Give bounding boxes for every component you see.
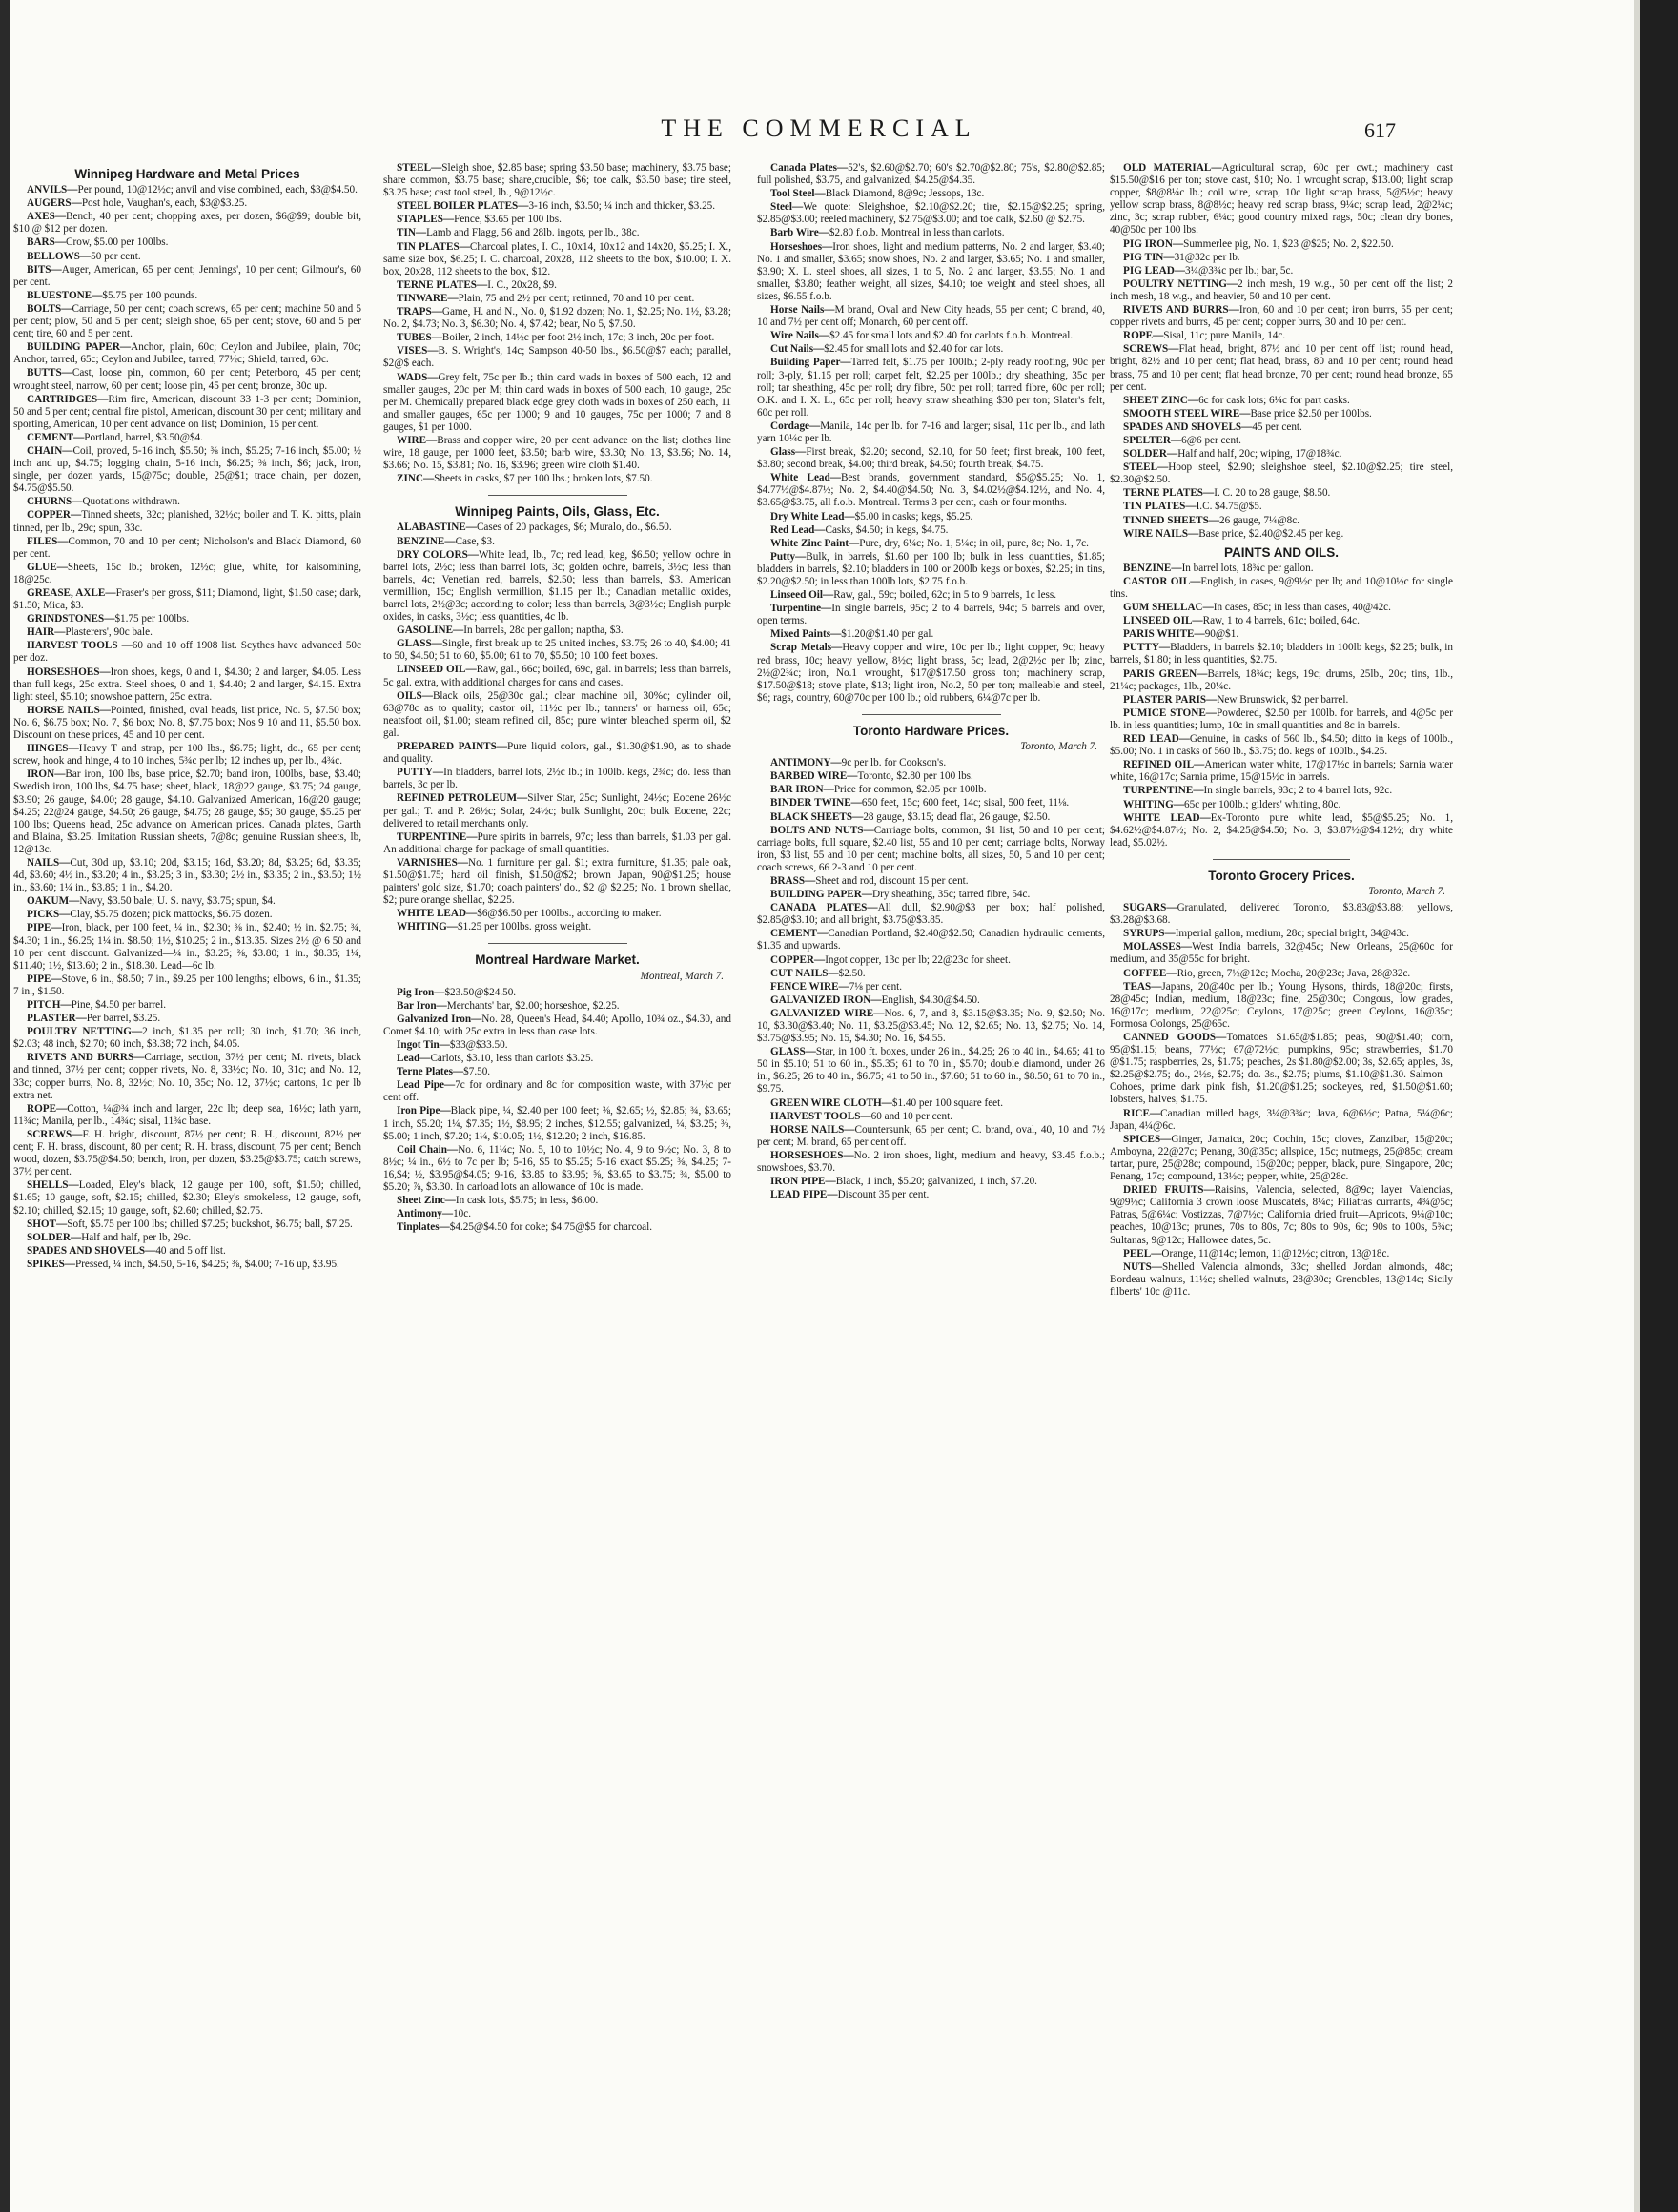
- price-entry: SOLDER—Half and half, per lb, 29c.: [27, 1231, 192, 1243]
- price-entry: BOLTS AND NUTS—Carriage bolts, common, $1 list, 50 and 10 per cent; carriage bolts, full square, $2.40 list, 55 and 10 per cent; carriage bolts, Norway iron, $3 list, 55 and 10 per cent; machine bolts, all sizes, 50, 5 and 10 per cent; coach screws, 66 2-3 and 10 per cent.: [757, 824, 1105, 873]
- section-title-montreal-hardware: Montreal Hardware Market.: [475, 952, 640, 968]
- section-montreal-hardware-continued: [757, 162, 1105, 705]
- price-entry: PIPE—Iron, black, per 100 feet, ¼ in., $2.30; ⅜ in., $2.40; ½ in. $2.75; ¾, $4.30; 1 in., $6.25; 1¼ in. $8.50; 1½, $10.25; 2 in., $13.35. Sizes 2½ @ 6 50 and 10 per cent discount. Galvanized—¼ in., $3.25; ⅜, $3.80; 1 in., $8.35; 1¼, $11.40; 1½, $13.60; 2 in., $18.30. Lead—6c lb.: [13, 922, 361, 972]
- price-entry: BARS—Crow, $5.00 per 100lbs.: [27, 236, 169, 249]
- price-entry: PUTTY—Bladders, in barrels $2.10; bladders in 100lb kegs, $2.25; bulk, in barrels, $1.80; in less quantities, $2.75.: [1110, 642, 1453, 666]
- price-entry: PICKS—Clay, $5.75 dozen; pick mattocks, $6.75 dozen.: [27, 909, 273, 921]
- price-entry: Dry White Lead—$5.00 in casks; kegs, $5.25.: [770, 510, 973, 522]
- price-entry: SPADES AND SHOVELS—40 and 5 off list.: [27, 1244, 226, 1257]
- price-entry: FILES—Common, 70 and 10 per cent; Nicholson's and Black Diamond, 60 per cent.: [13, 535, 361, 560]
- price-entry: RED LEAD—Genuine, in casks of 560 lb., $4.50; ditto in kegs of 100lb., $5.00; No. 1 in casks of 560 lb., $3.75; do. kegs of 100lb., $4.25.: [1110, 733, 1453, 758]
- price-entry: SYRUPS—Imperial gallon, medium, 28c; special bright, 34@43c.: [1123, 928, 1409, 940]
- price-entry: STEEL—Sleigh shoe, $2.85 base; spring $3.50 base; machinery, $3.75 base; share common, $3.75 base; share,crucible, $6; toe calk, $3.50 base; tire steel, $3.25 base; cast tool steel, lb., 9@12½c.: [383, 162, 731, 199]
- price-entry: ZINC—Sheets in casks, $7 per 100 lbs.; broken lots, $7.50.: [397, 473, 653, 485]
- price-entry: STAPLES—Fence, $3.65 per 100 lbs.: [397, 214, 562, 226]
- price-entry: VARNISHES—No. 1 furniture per gal. $1; extra furniture, $1.35; pale oak, $1.50@$1.75; hard oil finish, $1.50@$2; brown Japan, 90@$1.25; house painters' gold size, $1.70; coach painters' do., $2 @ $2.25; No. 1 brown shellac, $2; pure orange shellac, $2.25.: [383, 856, 731, 907]
- column-4: [1110, 162, 1453, 2193]
- price-entry: REFINED OIL—American water white, 17@17½c in barrels; Sarnia water white, 16@17c; Sarnia prime, 15@15½c in barrels.: [1110, 759, 1453, 784]
- price-entry: REFINED PETROLEUM—Silver Star, 25c; Sunlight, 24½c; Eocene 26½c per gal.; T. and P. 26½c; Solar, 24½c; bulk Sunlight, 20c; bulk Eocene, 22c; delivered to retail merchants only.: [383, 792, 731, 830]
- price-entry: GALVANIZED WIRE—Nos. 6, 7, and 8, $3.15@$3.35; No. 9, $2.50; No. 10, $3.30@$3.40; No. 11, $3.25@$3.45; No. 12, $2.65; No. 13, $2.75; No. 14, $3.75@$3.95; No. 15, $4.30; No. 16, $4.55.: [757, 1007, 1105, 1045]
- price-entry: PARIS GREEN—Barrels, 18¾c; kegs, 19c; drums, 25lb., 20c; tins, 1lb., 21¼c; packages, 1lb., 20¼c.: [1110, 667, 1453, 692]
- price-entry: White Zinc Paint—Pure, dry, 6¼c; No. 1, 5¼c; in oil, pure, 8c; No. 1, 7c.: [770, 537, 1089, 549]
- price-entry: SCREWS—Flat head, bright, 87½ and 10 per cent off list; round head, bright, 82½ and 10 per cent; flat head, brass, 80 and 10 per cent; round head brass, 75 and 10 per cent; flat head bronze, 70 per cent; round head bronze, 65 per cent.: [1110, 343, 1453, 393]
- price-entry: ROPE—Cotton, ¼@¾ inch and larger, 22c lb; deep sea, 16½c; lath yarn, 11¾c; Manila, per lb., 14¾c; sisal, 11¾c base.: [13, 1102, 361, 1127]
- price-entry: LINSEED OIL—Raw, gal., 66c; boiled, 69c, gal. in barrels; less than barrels, 5c gal. extra, with additional charges for cans and cases.: [383, 664, 731, 688]
- price-entry: WADS—Grey felt, 75c per lb.; thin card wads in boxes of 500 each, 12 and smaller gauges, 20c per M; thin card wads in boxes of 500 each, 10 gauge, 25c per M. Chemically prepared black edge grey cloth wads in boxes of 250 each, 11 and smaller gauges, 65c per 1000; 9 and 10 gauges, 75c per 1000; 7 and 8 gauges, $1 per 1000.: [383, 371, 731, 433]
- section-divider: [1213, 859, 1350, 860]
- price-entry: Bar Iron—Merchants' bar, $2.00; horseshoe, $2.25.: [397, 999, 620, 1012]
- price-entry: PITCH—Pine, $4.50 per barrel.: [27, 999, 167, 1011]
- price-entry: Canada Plates—52's, $2.60@$2.70; 60's $2.70@$2.80; 75's, $2.80@$2.85; full polished, $3.75, and galvanized, $4.25@$4.35.: [757, 162, 1105, 187]
- newspaper-page: [13, 95, 1625, 2193]
- price-entry: ALABASTINE—Cases of 20 packages, $6; Muralo, do., $6.50.: [397, 522, 672, 534]
- price-entry: CANNED GOODS—Tomatoes $1.65@$1.85; peas, 90@$1.40; corn, 95@$1.15; beans, 77½c; 67@72½c; pumpkins, 95c; strawberries, $1.70 @$1.75; raspberries, 2s, $1.75; peaches, 2s $1.80@$2.00; 3s, $2.65; apples, 3s, $2.25@$2.75; do., 2½s, $2.75; do. 3s., $2.75; plums, $1.10@$1.30. Salmon—Cohoes, prime dark pink fish, $1.20@$1.25; sockeyes, red, $1.50@$1.60; lobsters, halves, $1.75.: [1110, 1032, 1453, 1106]
- price-entry: CEMENT—Canadian Portland, $2.40@$2.50; Canadian hydraulic cements, $1.35 and upwards.: [757, 928, 1105, 952]
- publication-title: THE COMMERCIAL: [661, 114, 977, 142]
- price-entry: Cut Nails—$2.45 for small lots and $2.40 for car lots.: [770, 343, 1004, 356]
- price-entry: WHITING—65c per 100lb.; gilders' whiting, 80c.: [1123, 798, 1341, 810]
- price-entry: IRON PIPE—Black, 1 inch, $5.20; galvanized, 1 inch, $7.20.: [770, 1176, 1037, 1188]
- section-toronto-hardware-continued: [1110, 162, 1453, 541]
- price-entry: FENCE WIRE—7⅛ per cent.: [770, 980, 903, 993]
- price-entry: Iron Pipe—Black pipe, ¼, $2.40 per 100 feet; ⅜, $2.65; ½, $2.85; ¾, $3.65; 1 inch, $5.20; 1¼, $7.35; 1½, $8.95; 2 inches, $12.55; galvanized, ¼, $3.25; ⅜, $5.00; 1 inch, $7.20; 1¼, $10.05; 1½, $12.20; 2 inch, $16.85.: [383, 1105, 731, 1142]
- price-entry: Glass—First break, $2.20; second, $2.10, for 50 feet; first break, 100 feet, $3.80; second break, $4.00; third break, $4.50; fourth break, $4.75.: [757, 446, 1105, 471]
- price-entry: OLD MATERIAL—Agricultural scrap, 60c per cwt.; machinery cast $15.50@$16 per ton; stove cast, $10; No. 1 wrought scrap, $13.00; light scrap copper, $8@8¼c lb.; coil wire, scrap, 10c light scrap brass, 5@5½c; heavy yellow scrap brass, 8@8½c; heavy red scrap brass, 9¼c; scrap lead, 2@2¼c; zinc, 3c; scrap rubber, 6¼c; good country mixed rags, 50c; clean dry bones, 40@50c per 100 lbs.: [1110, 162, 1453, 236]
- price-entry: STEEL BOILER PLATES—3-16 inch, $3.50; ¼ inch and thicker, $3.25.: [397, 200, 716, 213]
- price-entry: Lead—Carlots, $3.10, less than carlots $3.25.: [397, 1053, 594, 1065]
- price-entry: Linseed Oil—Raw, gal., 59c; boiled, 62c; in 5 to 9 barrels, 1c less.: [770, 589, 1057, 602]
- section-title-winnipeg-paints: Winnipeg Paints, Oils, Glass, Etc.: [455, 504, 660, 520]
- section-divider: [488, 495, 627, 496]
- price-entry: SOLDER—Half and half, 20c; wiping, 17@18¾c.: [1123, 448, 1342, 461]
- price-entry: HARVEST TOOLS —60 and 10 off 1908 list. Scythes have advanced 50c per doz.: [13, 640, 361, 665]
- price-entry: CHAIN—Coil, proved, 5-16 inch, $5.50; ⅜ inch, $5.25; 7-16 inch, $5.00; ½ inch and up, $4.75; logging chain, 5-16 inch, $6.25; ⅜ inch, $6; jack, iron, single, per dozen yards, 15@75c; double, 25@$1; trace chain, per dozen, $4.75@$5.50.: [13, 444, 361, 495]
- price-entry: Sheet Zinc—In cask lots, $5.75; in less, $6.00.: [397, 1195, 599, 1207]
- price-entry: Tool Steel—Black Diamond, 8@9c; Jessops, 13c.: [770, 188, 985, 200]
- price-entry: HINGES—Heavy T and strap, per 100 lbs., $6.75; light, do., 65 per cent; screw, hook and hinge, 4 to 10 inches, 5¾c per lb; 12 inches up, per lb., 4¾c.: [13, 743, 361, 768]
- price-entry: NAILS—Cut, 30d up, $3.10; 20d, $3.15; 16d, $3.20; 8d, $3.25; 6d, $3.35; 4d, $3.60; 4½ in., $3.20; 4 in., $3.25; 3 in., $3.30; 2½ in., $3.35; 2 in., $3.50; 1½ in., $3.60; 1¼ in., $3.85; 1 in., $4.20.: [13, 856, 361, 894]
- price-entry: GREASE, AXLE—Fraser's per gross, $11; Diamond, light, $1.50 case; dark, $1.50; Mica, $3.: [13, 587, 361, 612]
- price-entry: BRASS—Sheet and rod, discount 15 per cent.: [770, 874, 969, 887]
- price-entry: BAR IRON—Price for common, $2.05 per 100lb.: [770, 784, 987, 796]
- price-entry: BINDER TWINE—650 feet, 15c; 600 feet, 14c; sisal, 500 feet, 11⅛.: [770, 797, 1070, 809]
- price-entry: PUMICE STONE—Powdered, $2.50 per 100lb. for barrels, and 4@5c per lb. in less quantities; lump, 10c in small quantities and 8c in barrels.: [1110, 707, 1453, 731]
- price-entry: OILS—Black oils, 25@30c gal.; clear machine oil, 30%c; cylinder oil, 63@78c as to quality; castor oil, 11½c per lb.; tanners' or harness oil, 65c; neatsfoot oil, $1.00; steam refined oil, 85c; pure winter bleached sperm oil, $2 gal.: [383, 689, 731, 739]
- price-entry: BENZINE—Case, $3.: [397, 535, 495, 547]
- price-entry: BUILDING PAPER—Anchor, plain, 60c; Ceylon and Jubilee, plain, 70c; Anchor, tarred, 65c; Ceylon and Jubilee, tarred, 77½c; Shield, tarred, 60c.: [13, 341, 361, 366]
- price-entry: CARTRIDGES—Rim fire, American, discount 33 1-3 per cent; Dominion, 50 and 5 per cent; central fire pistol, American, discount 30 per cent; military and sporting, American, 10 per cent advance on list; Dominion, 15 per cent.: [13, 393, 361, 430]
- price-entry: TINWARE—Plain, 75 and 2½ per cent; retinned, 70 and 10 per cent.: [397, 292, 695, 304]
- price-entry: Steel—We quote: Sleighshoe, $2.10@$2.20; tire, $2.15@$2.25; spring, $2.85@$3.00; reeled machinery, $2.75@$3.00; and toe calk, $2.60 @ $2.75.: [757, 201, 1105, 226]
- price-entry: CUT NAILS—$2.50.: [770, 967, 866, 979]
- price-entry: Scrap Metals—Heavy copper and wire, 10c per lb.; light copper, 9c; heavy red brass, 10c; heavy yellow, 8½c; light brass, 5c; lead, 2@2½c per lb; zinc, 2½@2¾c; iron, No.1 wrought, $17@$17.50 gross ton; machinery scrap, $17.50@$18; stove plate, $13; light iron, No.2, 50 per ton; malleable and steel, $6; rags, country, 60@70c per 100 lb.; old rubbers, 6¼@7c per lb.: [757, 642, 1105, 704]
- price-entry: POULTRY NETTING—2 inch mesh, 19 w.g., 50 per cent off the list; 2 inch mesh, 18 w.g., and heavier, 50 and 10 per cent.: [1110, 277, 1453, 302]
- price-entry: Tinplates—$4.25@$4.50 for coke; $4.75@$5 for charcoal.: [397, 1221, 653, 1234]
- price-entry: Turpentine—In single barrels, 95c; 2 to 4 barrels, 94c; 5 barrels and over, open terms.: [757, 603, 1105, 627]
- price-entry: Lead Pipe—7c for ordinary and 8c for composition waste, with 37½c per cent off.: [383, 1079, 731, 1104]
- price-entry: BARBED WIRE—Toronto, $2.80 per 100 lbs.: [770, 770, 973, 783]
- price-entry: GASOLINE—In barrels, 28c per gallon; naptha, $3.: [397, 625, 624, 637]
- price-columns: [13, 162, 1625, 2193]
- price-entry: Antimony—10c.: [397, 1208, 472, 1220]
- price-entry: LEAD PIPE—Discount 35 per cent.: [770, 1189, 930, 1201]
- price-entry: HORSE NAILS—Countersunk, 65 per cent; C. brand, oval, 40, 10 and 7½ per cent; M. brand, 65 per cent off.: [757, 1123, 1105, 1148]
- price-entry: CHURNS—Quotations withdrawn.: [27, 496, 180, 508]
- section-montreal-hardware: [383, 987, 731, 1235]
- price-entry: PARIS WHITE—90@$1.: [1123, 628, 1239, 641]
- section-winnipeg-hardware: [13, 184, 361, 1271]
- price-entry: GALVANIZED IRON—English, $4.30@$4.50.: [770, 993, 980, 1006]
- price-entry: BLUESTONE—$5.75 per 100 pounds.: [27, 289, 198, 301]
- price-entry: HARVEST TOOLS—60 and 10 per cent.: [770, 1110, 953, 1122]
- price-entry: Red Lead—Casks, $4.50; in kegs, $4.75.: [770, 523, 949, 536]
- page-number: 617: [1364, 118, 1396, 142]
- price-entry: BITS—Auger, American, 65 per cent; Jennings', 10 per cent; Gilmour's, 60 per cent.: [13, 263, 361, 288]
- price-entry: NUTS—Shelled Valencia almonds, 33c; shelled Jordan almonds, 48c; Bordeau walnuts, 11½c; shelled walnuts, 28@30c; Grenobles, 13@14c; Sicily filberts' 10c @11c.: [1110, 1260, 1453, 1298]
- price-entry: ANVILS—Per pound, 10@12½c; anvil and vise combined, each, $3@$4.50.: [27, 184, 358, 196]
- price-entry: TURPENTINE—Pure spirits in barrels, 97c; less than barrels, $1.03 per gal. An additional charge for package of small quantities.: [383, 830, 731, 855]
- price-entry: WIRE NAILS—Base price, $2.40@$2.45 per keg.: [1123, 527, 1344, 540]
- section-title-toronto-grocery: Toronto Grocery Prices.: [1208, 868, 1355, 883]
- price-entry: GLASS—Star, in 100 ft. boxes, under 26 in., $4.25; 26 to 40 in., $4.65; 41 to 50 in $5.10; 51 to 60 in., $5.35; 61 to 70 in., $5.70; double diamond, under 26 in., $6.25; 26 to 40 in., $6.75; 41 to 50 in., $7.60; 51 to 60 in., $8.50; 61 to 70 in., $9.75.: [757, 1046, 1105, 1096]
- price-entry: Wire Nails—$2.45 for small lots and $2.40 for carlots f.o.b. Montreal.: [770, 330, 1074, 342]
- price-entry: HORSESHOES—Iron shoes, kegs, 0 and 1, $4.30; 2 and larger, $4.05. Less than full kegs, 25c extra. Steel shoes, 0 and 1, $4.40; 2 and larger, $4.15. Extra light steel, $5.10; snowshoe pattern, 25c extra.: [13, 666, 361, 703]
- price-entry: Pig Iron—$23.50@$24.50.: [397, 986, 517, 998]
- price-entry: Horseshoes—Iron shoes, light and medium patterns, No. 2 and larger, $3.40; No. 1 and smaller, $3.65; snow shoes, No. 2 and larger, $3.65; No. 1 and smaller, $3.90; X. L. steel shoes, all sizes, 1 to 5, No. 2 and larger, $3.55; No. 1 and smaller, $3.80; feather weight, all sizes, $4.10; toe weight and steel shoes, all sizes, $6.55 f.o.b.: [757, 240, 1105, 302]
- page-header: [13, 114, 1625, 153]
- price-entry: BUILDING PAPER—Dry sheathing, 35c; tarred fibre, 54c.: [770, 889, 1031, 901]
- price-entry: DRY COLORS—White lead, lb., 7c; red lead, keg, $6.50; yellow ochre in barrel lots, 2½c; less than barrel lots, 3c; golden ochre, barrels, 3½c; less than barrels, 4c; Venetian red, barrels, $2.50; less than barrels, $3. American vermillion, 15c; English vermillion, $1.15 per lb.; Canadian metallic oxides, barrel lots, 2½@3c; according to color; less than barrels, 3@3½c; English purple oxides, in casks, 3½c; less quantities, 4c lb.: [383, 548, 731, 624]
- price-entry: PIG IRON—Summerlee pig, No. 1, $23 @$25; No. 2, $22.50.: [1123, 237, 1394, 250]
- price-entry: Cordage—Manila, 14c per lb. for 7-16 and larger; sisal, 11c per lb., and lath yarn 10¼c per lb.: [757, 420, 1105, 444]
- price-entry: SPICES—Ginger, Jamaica, 20c; Cochin, 15c; cloves, Zanzibar, 15@20c; Amboyna, 22@27c; Penang, 30@35c; allspice, 15c; nutmegs, 25@85c; cream tartar, pure, 25@28c; compound, 15@20c; pepper, black, pure, Singapore, 20c; Penang, 17c; compound, 13½c; pepper, white, 25@28c.: [1110, 1133, 1453, 1183]
- price-entry: TUBES—Boiler, 2 inch, 14½c per foot 2½ inch, 17c; 3 inch, 20c per foot.: [397, 332, 715, 344]
- price-entry: PIPE—Stove, 6 in., $8.50; 7 in., $9.25 per 100 lengths; elbows, 6 in., $1.35; 7 in., $1.50.: [13, 973, 361, 997]
- price-entry: BENZINE—In barrel lots, 18¾c per gallon.: [1123, 562, 1314, 574]
- price-entry: BELLOWS—50 per cent.: [27, 250, 141, 262]
- column-3: [757, 162, 1105, 2193]
- price-entry: CEMENT—Portland, barrel, $3.50@$4.: [27, 431, 203, 443]
- price-entry: SHEET ZINC—6c for cask lots; 6¼c for part casks.: [1123, 394, 1350, 406]
- price-entry: Mixed Paints—$1.20@$1.40 per gal.: [770, 628, 934, 641]
- price-entry: SPIKES—Pressed, ¼ inch, $4.50, 5-16, $4.25; ⅜, $4.00; 7-16 up, $3.95.: [27, 1258, 339, 1270]
- price-entry: Terne Plates—$7.50.: [397, 1066, 491, 1078]
- section-divider: [862, 714, 1001, 715]
- price-entry: Coil Chain—No. 6, 11¼c; No. 5, 10 to 10½c; No. 4, 9 to 9½c; No. 3, 8 to 8½c; ¼ in., 6½ to 7c per lb; 5-16, $5 to $5.25; 5-16 exact $5.25; ⅜, $4.25; 7-16,$4; ½, $3.95@$4.05; 9-16, $3.85 to $3.95; ⅝, $3.65 to $3.75; ¾, $5.00 to $5.20; ⅞, $3.30. In carload lots an allowance of 10c is made.: [383, 1143, 731, 1194]
- section-toronto-grocery: [1110, 902, 1453, 1299]
- price-entry: HAIR—Plasterers', 90c bale.: [27, 626, 153, 639]
- price-entry: PUTTY—In bladders, barrel lots, 2½c lb.; in 100lb. kegs, 2¾c; do. less than barrels, 3c per lb.: [383, 767, 731, 791]
- price-entry: AUGERS—Post hole, Vaughan's, each, $3@$3.25.: [27, 197, 248, 210]
- section-title-winnipeg-hardware: Winnipeg Hardware and Metal Prices: [74, 167, 300, 181]
- price-entry: POULTRY NETTING—2 inch, $1.35 per roll; 30 inch, $1.70; 36 inch, $2.03; 48 inch, $2.70; 60 inch, $3.38; 72 inch, $4.05.: [13, 1026, 361, 1051]
- price-entry: COPPER—Ingot copper, 13c per lb; 22@23c for sheet.: [770, 953, 1011, 966]
- price-entry: AXES—Bench, 40 per cent; chopping axes, per dozen, $6@$9; double bit, $10 @ $12 per dozen.: [13, 211, 361, 236]
- price-entry: HORSE NAILS—Pointed, finished, oval heads, list price, No. 5, $7.50 box; No. 6, $6.75 box; No. 7, $6 box; No. 8, $7.75 box; Nos 9 10 and 11, $5.50 box. Discount on these prices, 45 and 10 per cent.: [13, 704, 361, 742]
- price-entry: WHITE LEAD—Ex-Toronto pure white lead, $5@$5.25; No. 1, $4.62½@$4.87½; No. 2, $4.25@$4.50; No. 3, $3.87½@$4.12½; dry white lead, $5.02½.: [1110, 811, 1453, 849]
- price-entry: ANTIMONY—9c per lb. for Cookson's.: [770, 757, 947, 769]
- section-winnipeg-paints: [383, 522, 731, 933]
- price-entry: PREPARED PAINTS—Pure liquid colors, gal., $1.30@$1.90, as to shade and quality.: [383, 741, 731, 766]
- price-entry: TIN PLATES—Charcoal plates, I. C., 10x14, 10x12 and 14x20, $5.25; I. X., same size box, $6.25; I. C. charcoal, 20x28, 112 sheets to the box, $10.00; I. X. box, 20x28, 112 sheets to the box, $12.: [383, 240, 731, 277]
- price-entry: GLASS—Single, first break up to 25 united inches, $3.75; 26 to 40, $4.00; 41 to 50, $4.50; 51 to 60, $5.00; 61 to 70, $5.50; 10 100 feet boxes.: [383, 638, 731, 663]
- section-dateline: Toronto, March 7.: [1020, 741, 1097, 753]
- section-title-toronto-hardware: Toronto Hardware Prices.: [852, 723, 1010, 738]
- price-entry: ROPE—Sisal, 11c; pure Manila, 14c.: [1123, 330, 1286, 342]
- price-entry: SUGARS—Granulated, delivered Toronto, $3.83@$3.88; yellows, $3.28@$3.68.: [1110, 902, 1453, 927]
- price-entry: Building Paper—Tarred felt, $1.75 per 100lb.; 2-ply ready roofing, 90c per roll; 3-ply, $1.15 per roll; carpet felt, $2.25 per 100lb.; dry sheathing, 35c per roll; tar sheathing, 45c per roll; dry fibre, 50c per roll; tarred fibre, 60c per roll; O.K. and I. X. L., 65c per roll; heavy straw sheathing $30 per ton; Slater's felt, 60c per roll.: [757, 357, 1105, 419]
- price-entry: SHELLS—Loaded, Eley's black, 12 gauge per 100, soft, $1.50; chilled, $1.65; 10 gauge, soft, $2.15; chilled, $2.30; Eley's smokeless, 12 gauge, soft, $2.10; chilled, $2.15; 10 gauge, soft, $2.60; chilled, $2.75.: [13, 1179, 361, 1217]
- section-toronto-hardware: [757, 757, 1105, 1201]
- price-entry: CANADA PLATES—All dull, $2.90@$3 per box; half polished, $2.85@$3.10; and all bright, $3.75@$3.85.: [757, 902, 1105, 927]
- price-entry: HORSESHOES—No. 2 iron shoes, light, medium and heavy, $3.45 f.o.b.; snowshoes, $3.70.: [757, 1149, 1105, 1175]
- price-entry: PEEL—Orange, 11@14c; lemon, 11@12½c; citron, 13@18c.: [1123, 1247, 1390, 1260]
- price-entry: RIVETS AND BURRS—Iron, 60 and 10 per cent; iron burrs, 55 per cent; copper rivets and burrs, 45 per cent; copper burrs, 30 and 10 per cent.: [1110, 304, 1453, 329]
- price-entry: CASTOR OIL—English, in cases, 9@9½c per lb; and 10@10½c for single tins.: [1110, 575, 1453, 600]
- price-entry: GLUE—Sheets, 15c lb.; broken, 12½c; glue, white, for kalsomining, 18@25c.: [13, 561, 361, 585]
- price-entry: RIVETS AND BURRS—Carriage, section, 37½ per cent; M. rivets, black and tinned, 37½ per cent; copper rivets, No. 8, 33½c; No. 10, 31c; and No. 12, 33c; copper burrs, No. 8, 32½c; No. 10, 35c; No. 12, 37½c; cartons, 1c per lb extra net.: [13, 1052, 361, 1101]
- section-dateline: Montreal, March 7.: [640, 970, 724, 982]
- price-entry: SHOT—Soft, $5.75 per 100 lbs; chilled $7.25; buckshot, $6.75; ball, $7.25.: [27, 1218, 353, 1230]
- price-entry: RICE—Canadian milled bags, 3¼@3¾c; Java, 6@6½c; Patna, 5¼@6c; Japan, 4¼@6c.: [1110, 1107, 1453, 1132]
- section-title-paints-and-oils: PAINTS AND OILS.: [1223, 544, 1339, 560]
- price-entry: PLASTER—Per barrel, $3.25.: [27, 1013, 161, 1025]
- column-2: [383, 162, 731, 2193]
- price-entry: VISES—B. S. Wright's, 14c; Sampson 40-50 lbs., $6.50@$7 each; parallel, $2@$ each.: [383, 345, 731, 370]
- price-entry: White Lead—Best brands, government standard, $5@$5.25; No. 1, $4.77½@$4.87½; No. 2, $4.40@$4.50; No. 3, $4.02½@$4.12½, and No. 4, $3.65@$3.75, all f.o.b. Montreal. Terms 3 per cent, cash or four months.: [757, 472, 1105, 509]
- price-entry: Galvanized Iron—No. 28, Queen's Head, $4.40; Apollo, 10¾ oz., $4.30, and Comet $4.10; with 25c extra in less than case lots.: [383, 1013, 731, 1037]
- price-entry: DRIED FRUITS—Raisins, Valencia, selected, 8@9c; layer Valencias, 9@9½c; California 3 crown loose Muscatels, 8¼c; Filiatras currants, 4¾@5c; Patras, 5@6¼c; Vostizzas, 7@7½c; California dried fruit—Apricots, 9¼@10c; peaches, 10@13c; prunes, 70s to 80s, 7c; 80s to 90s, 6c; 90s to 100s, 5¾c; Sultanas, 9@12c; Hallowee dates, 5c.: [1110, 1184, 1453, 1246]
- price-entry: TURPENTINE—In single barrels, 93c; 2 to 4 barrel lots, 92c.: [1123, 785, 1393, 797]
- price-entry: GRINDSTONES—$1.75 per 100lbs.: [27, 613, 190, 625]
- price-entry: SMOOTH STEEL WIRE—Base price $2.50 per 100lbs.: [1123, 407, 1372, 420]
- price-entry: TEAS—Japans, 20@40c per lb.; Young Hysons, thirds, 18@20c; firsts, 28@45c; Indian, medium, 18@23c; fine, 25@30c; Congous, low grades, 16@17c; medium, 22@25c; Ceylons, 17@25c; green Ceylons, 16@35c; Formosa Oolongs, 25@65c.: [1110, 980, 1453, 1030]
- price-entry: BOLTS—Carriage, 50 per cent; coach screws, 65 per cent; machine 50 and 5 per cent; plow, 50 and 5 per cent; sleigh shoe, 65 per cent; stove, 60 and 5 per cent; tire, 60 and 5 per cent.: [13, 302, 361, 340]
- price-entry: COFFEE—Rio, green, 7½@12c; Mocha, 20@23c; Java, 28@32c.: [1123, 967, 1411, 979]
- price-entry: BLACK SHEETS—28 gauge, $3.15; dead flat, 26 gauge, $2.50.: [770, 810, 1051, 823]
- price-entry: OAKUM—Navy, $3.50 bale; U. S. navy, $3.75; spun, $4.: [27, 895, 276, 908]
- price-entry: WHITE LEAD—$6@$6.50 per 100lbs., according to maker.: [397, 908, 662, 920]
- price-entry: BUTTS—Cast, loose pin, common, 60 per cent; Peterboro, 45 per cent; wrought steel, narrow, 60 per cent; loose pin, 45 per cent; bronze, 30c up.: [13, 367, 361, 392]
- price-entry: TIN—Lamb and Flagg, 56 and 28lb. ingots, per lb., 38c.: [397, 227, 640, 239]
- section-dateline: Toronto, March 7.: [1368, 885, 1445, 897]
- price-entry: Ingot Tin—$33@$33.50.: [397, 1039, 508, 1051]
- price-entry: SPELTER—6@6 per cent.: [1123, 434, 1241, 446]
- price-entry: WIRE—Brass and copper wire, 20 per cent advance on the list; clothes line wire, 18 gauge, per 1000 feet, $3.50; barb wire, $3.30; No. 13, $3.56; No. 14, $3.66; No. 15, $3.81; No. 16, $3.96; green wire cloth $1.40.: [383, 434, 731, 472]
- price-entry: TIN PLATES—I.C. $4.75@$5.: [1123, 501, 1262, 513]
- price-entry: SPADES AND SHOVELS—45 per cent.: [1123, 420, 1302, 433]
- price-entry: MOLASSES—West India barrels, 32@45c; New Orleans, 25@60c for medium, and 35@55c for bright.: [1110, 941, 1453, 966]
- page-scan-border: [1640, 0, 1678, 2212]
- price-entry: GREEN WIRE CLOTH—$1.40 per 100 square feet.: [770, 1096, 1004, 1109]
- price-entry: WHITING—$1.25 per 100lbs. gross weight.: [397, 921, 592, 933]
- price-entry: GUM SHELLAC—In cases, 85c; in less than cases, 40@42c.: [1123, 602, 1391, 614]
- price-entry: TERNE PLATES—I. C. 20 to 28 gauge, $8.50.: [1123, 487, 1331, 500]
- section-divider: [488, 943, 627, 944]
- price-entry: PIG LEAD—3¼@3¾c per lb.; bar, 5c.: [1123, 264, 1294, 276]
- price-entry: TRAPS—Game, H. and N., No. 0, $1.92 dozen; No. 1, $2.25; No. 1½, $3.28; No. 2, $4.73; No. 3, $6.30; No. 4, $7.42; bear, No 5, $7.50.: [383, 306, 731, 331]
- column-1: [13, 162, 361, 2193]
- price-entry: PIG TIN—31@32c per lb.: [1123, 251, 1240, 263]
- price-entry: IRON—Bar iron, 100 lbs, base price, $2.70; band iron, 100lbs, base, $3.40; Swedish iron, 100 lbs, $4.75 base; sheet, black, 18@22 gauge, $3.75; 24 gauge, $3.90; 26 gauge, $4.00; 28 gauge, $4.10. Galvanized American, 16@20 gauge; $4.25; 22@24 gauge, $4.50; 26 gauge, $4.75; 28 gauge, $5; 30 gauge, $5.25 per 100 lbs; Queens head, 25c advance on American prices. Canada plates, Garth and Blaina, $3.25. Imitation Russian sheets, 7@8c; genuine Russian sheets, lb, 12@13c.: [13, 768, 361, 855]
- page-binding-edge: [0, 0, 10, 2212]
- price-entry: TINNED SHEETS—26 gauge, 7¼@8c.: [1123, 514, 1299, 526]
- price-entry: Horse Nails—M brand, Oval and New City heads, 55 per cent; C brand, 40, 10 and 7½ per cent off; Monarch, 60 per cent off.: [757, 304, 1105, 329]
- section-winnipeg-hardware-continued: [383, 162, 731, 485]
- price-entry: LINSEED OIL—Raw, 1 to 4 barrels, 61c; boiled, 64c.: [1123, 615, 1360, 627]
- price-entry: COPPER—Tinned sheets, 32c; planished, 32½c; boiler and T. K. pitts, plain tinned, per lb., 29c; spun, 33c.: [13, 509, 361, 534]
- price-entry: STEEL—Hoop steel, $2.90; sleighshoe steel, $2.10@$2.25; tire steel, $2.30@$2.50.: [1110, 461, 1453, 486]
- price-entry: Barb Wire—$2.80 f.o.b. Montreal in less than carlots.: [770, 227, 1005, 239]
- price-entry: SCREWS—F. H. bright, discount, 87½ per cent; R. H., discount, 82½ per cent; F. H. brass, discount, 80 per cent; R. H. brass, discount, 75 per cent; Bench wood, dozen, $3.75@$4.50; bench, iron, per dozen, $3.25@$3.75; catch screws, 37½ per cent.: [13, 1128, 361, 1178]
- price-entry: Putty—Bulk, in barrels, $1.60 per 100 lb; bulk in less quantities, $1.85; bladders in barrels, $2.10; bladders in 100 or 200lb kegs or boxes, $2.25; in tins, $2.20@$2.50; in less than 100lb lots, $2.75 f.o.b.: [757, 550, 1105, 587]
- price-entry: PLASTER PARIS—New Brunswick, $2 per barrel.: [1123, 693, 1349, 706]
- section-paints-and-oils: [1110, 563, 1453, 850]
- price-entry: TERNE PLATES—I. C., 20x28, $9.: [397, 278, 557, 291]
